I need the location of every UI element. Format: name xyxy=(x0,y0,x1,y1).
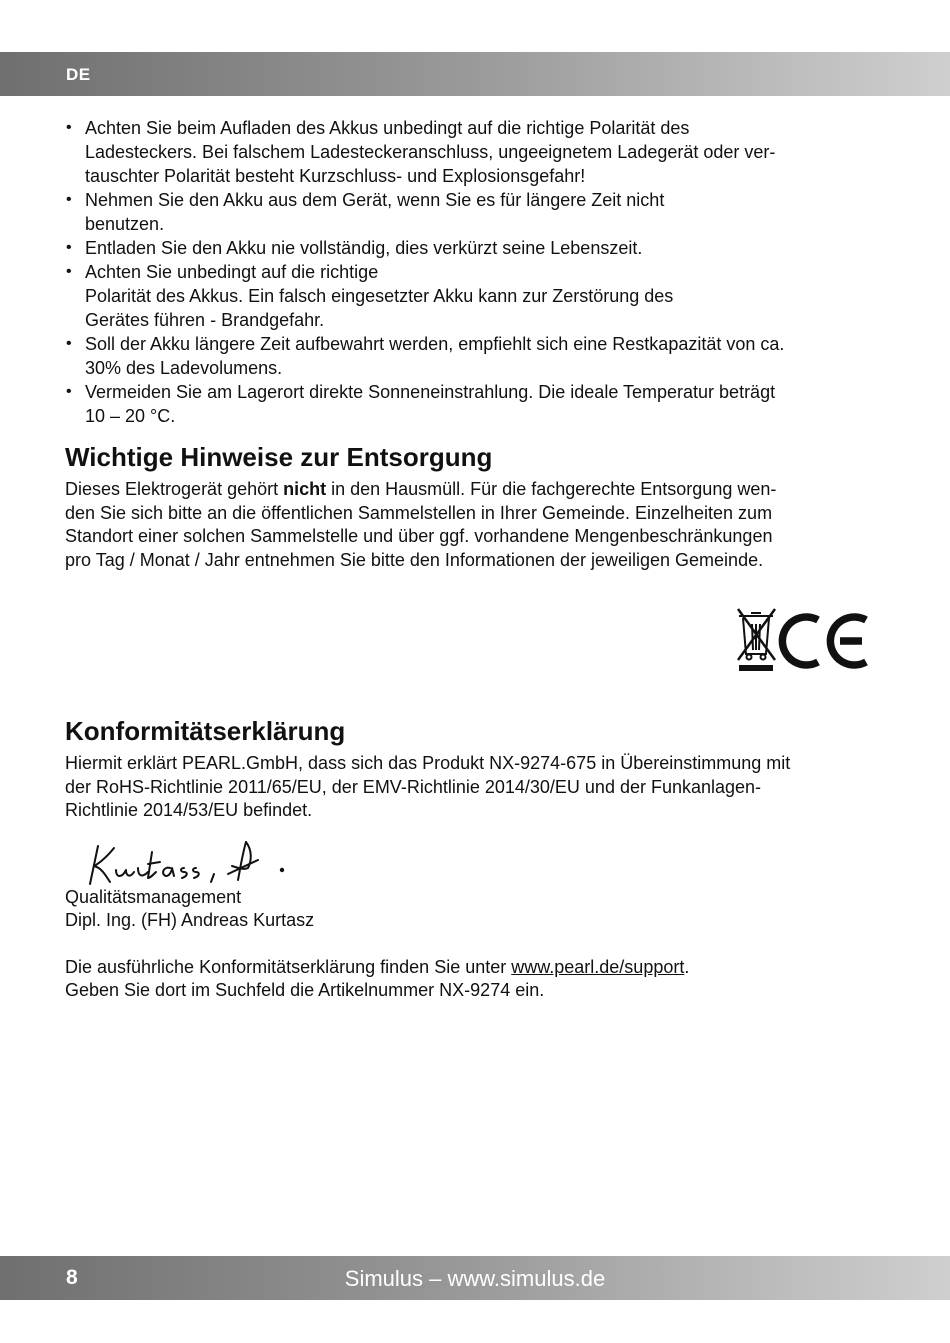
list-item: • Entladen Sie den Akku nie vollständig, dies verkürzt seine Lebenszeit. xyxy=(65,236,890,260)
page-number: 8 xyxy=(66,1266,78,1289)
certification-logos xyxy=(735,606,875,674)
disposal-paragraph: Dieses Elektrogerät gehört nicht in den Hausmüll. Für die fachgerechte Entsorgung wen- den Sie sich bitte an die öffentlichen Sammelstellen in Ihrer Gemeinde. Einzelheiten zum Standort einer solchen Sammelstelle und über ggf. vorhandene Mengenbeschränkungen pro Tag / Monat / Jahr entnehmen Sie bitte den Informationen der jeweiligen Gemeinde. xyxy=(65,479,777,570)
list-item: • Soll der Akku längere Zeit aufbewahrt werden, empfiehlt sich eine Restkapazität von ca. 30% des Ladevolumens. xyxy=(65,332,890,380)
list-item: • Vermeiden Sie am Lagerort direkte Sonneneinstrahlung. Die ideale Temperatur beträgt 10 – 20 °C. xyxy=(65,380,890,428)
list-item: • Achten Sie beim Aufladen des Akkus unbedingt auf die richtige Polarität des Ladesteckers. Bei falschem Ladesteckeranschluss, ungeeignetem Ladegerät oder ver- tauschter Polarität besteht Kurzschluss- und Explosionsgefahr! xyxy=(65,116,890,188)
safety-list xyxy=(65,116,890,428)
footer-text: Simulus – www.simulus.de xyxy=(344,1266,606,1291)
ce-mark-icon xyxy=(782,617,866,665)
footer-bar xyxy=(0,1256,950,1300)
signatory: Qualitätsmanagement Dipl. Ing. (FH) Andreas Kurtasz xyxy=(65,886,315,930)
weee-crossed-bin-icon xyxy=(738,609,775,671)
conformity-info: Die ausführliche Konformitätserklärung finden Sie unter www.pearl.de/support. Geben Sie dort im Suchfeld die Artikelnummer NX-9274 ein. xyxy=(65,956,690,1000)
list-item: • Achten Sie unbedingt auf die richtige Polarität des Akkus. Ein falsch eingesetzter Akku kann zur Zerstörung des Gerätes führen - Brandgefahr. xyxy=(65,260,890,332)
support-link[interactable]: www.pearl.de/support xyxy=(511,956,685,977)
header-bar xyxy=(0,52,950,96)
disposal-heading: Wichtige Hinweise zur Entsorgung xyxy=(65,442,493,472)
emphasis-nicht: nicht xyxy=(283,479,327,499)
language-label: DE xyxy=(66,65,91,84)
conformity-paragraph: Hiermit erklärt PEARL.GmbH, dass sich das Produkt NX-9274-675 in Übereinstimmung mit der RoHS-Richtlinie 2011/65/EU, der EMV-Richtlinie 2014/30/EU und der Funkanlagen- Richtlinie 2014/53/EU befindet. xyxy=(65,753,791,820)
signature-image xyxy=(86,838,306,888)
conformity-heading: Konformitätserklärung xyxy=(65,716,346,746)
list-item: • Nehmen Sie den Akku aus dem Gerät, wenn Sie es für längere Zeit nicht benutzen. xyxy=(65,188,890,236)
